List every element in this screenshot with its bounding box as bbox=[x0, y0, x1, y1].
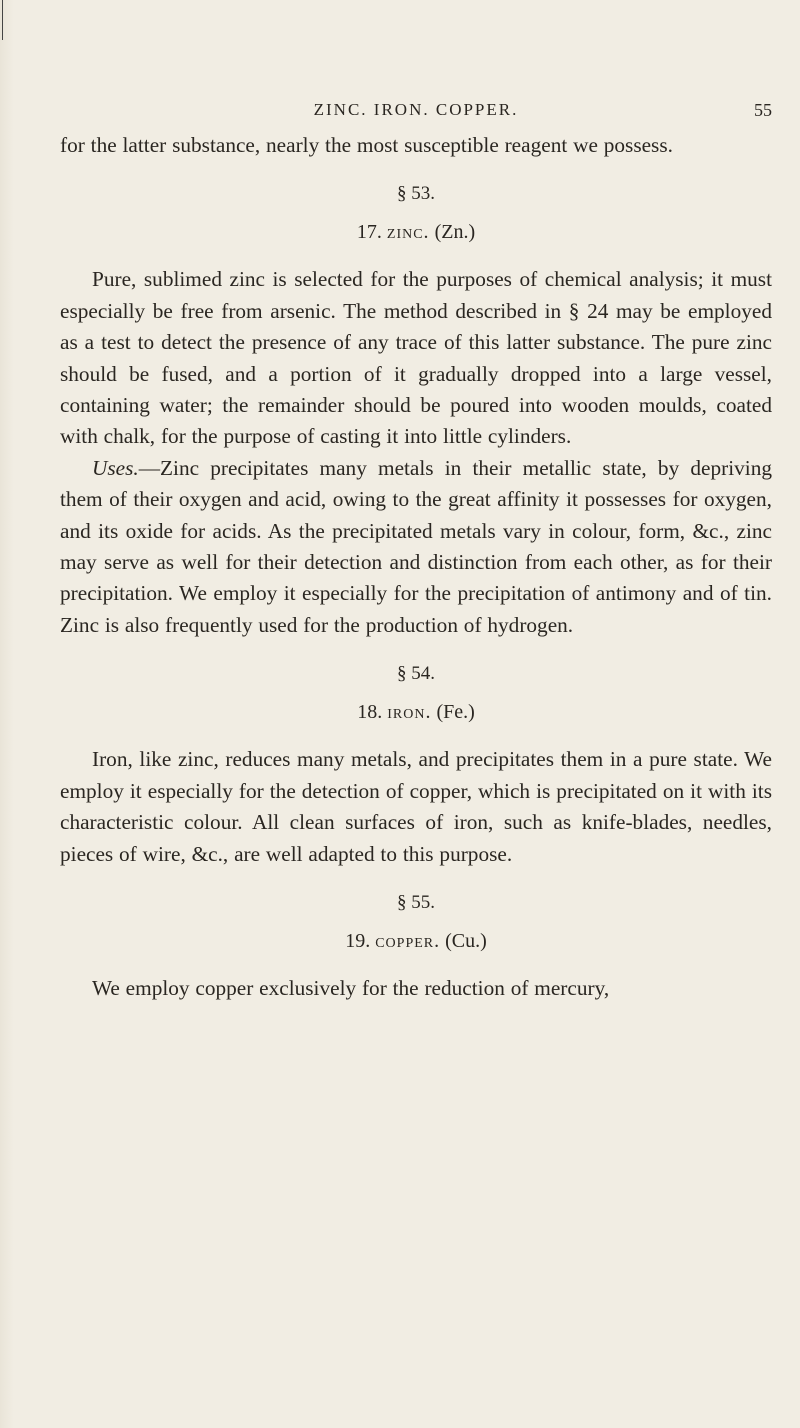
section-name: copper. bbox=[375, 929, 441, 952]
page-gutter-shadow bbox=[0, 0, 14, 1428]
zinc-description-paragraph: Pure, sublimed zinc is selected for the purposes of chemical analysis; it must especially be free from arsenic. The method described in § 24 may be employed as a test to detect the presence of any trace of this latter substance. The pure zinc should be fused, and a portion of it gradually dropped into a large vessel, containing water; the remainder should be poured into wooden moulds, coated with chalk, for the purpose of casting it into little cylinders. bbox=[60, 267, 772, 449]
book-page bbox=[60, 100, 772, 1004]
binding-edge-line bbox=[2, 0, 3, 40]
zinc-uses-paragraph bbox=[60, 453, 772, 641]
section-number: 19. bbox=[345, 929, 371, 952]
running-head-title: ZINC. IRON. COPPER. bbox=[313, 100, 519, 119]
section-mark-53: § 53. bbox=[397, 183, 435, 205]
section-title-iron bbox=[60, 701, 772, 724]
copper-description-paragraph: We employ copper exclusively for the reduction of mercury, bbox=[92, 975, 610, 1000]
section-name: zinc. bbox=[386, 221, 430, 244]
section-mark-54: § 54. bbox=[397, 663, 435, 685]
section-symbol: (Zn.) bbox=[434, 221, 476, 244]
section-number: 18. bbox=[357, 701, 383, 724]
section-title-copper bbox=[60, 930, 772, 953]
section-symbol: (Fe.) bbox=[436, 701, 475, 724]
uses-label: Uses. bbox=[92, 455, 139, 480]
section-symbol: (Cu.) bbox=[445, 929, 487, 952]
section-mark-55: § 55. bbox=[397, 891, 435, 913]
intro-paragraph: for the latter substance, nearly the most susceptible reagent we possess. bbox=[60, 133, 673, 157]
page-number: 55 bbox=[754, 100, 772, 120]
uses-text: —Zinc precipitates many metals in their metallic state, by depriving them of their oxygen and acid, owing to the great affinity it possesses for oxygen, and its oxide for acids. As the precipitated metals vary in colour, form, &c., zinc may serve as well for their detection and distinction from each other, as for their precipitation. We employ it especially for the precipitation of antimony and of tin. Zinc is also frequently used for the production of hydrogen. bbox=[60, 455, 772, 637]
section-number: 17. bbox=[356, 221, 382, 244]
section-title-zinc bbox=[60, 221, 772, 244]
running-head bbox=[60, 100, 772, 130]
iron-description-paragraph: Iron, like zinc, reduces many metals, and precipitates them in a pure state. We employ it especially for the detection of copper, which is precipitated on it with its characteristic colour. All clean surfaces of iron, such as knife-blades, needles, pieces of wire, &c., are well adapted to this purpose. bbox=[60, 747, 772, 866]
section-name: iron. bbox=[387, 701, 432, 724]
